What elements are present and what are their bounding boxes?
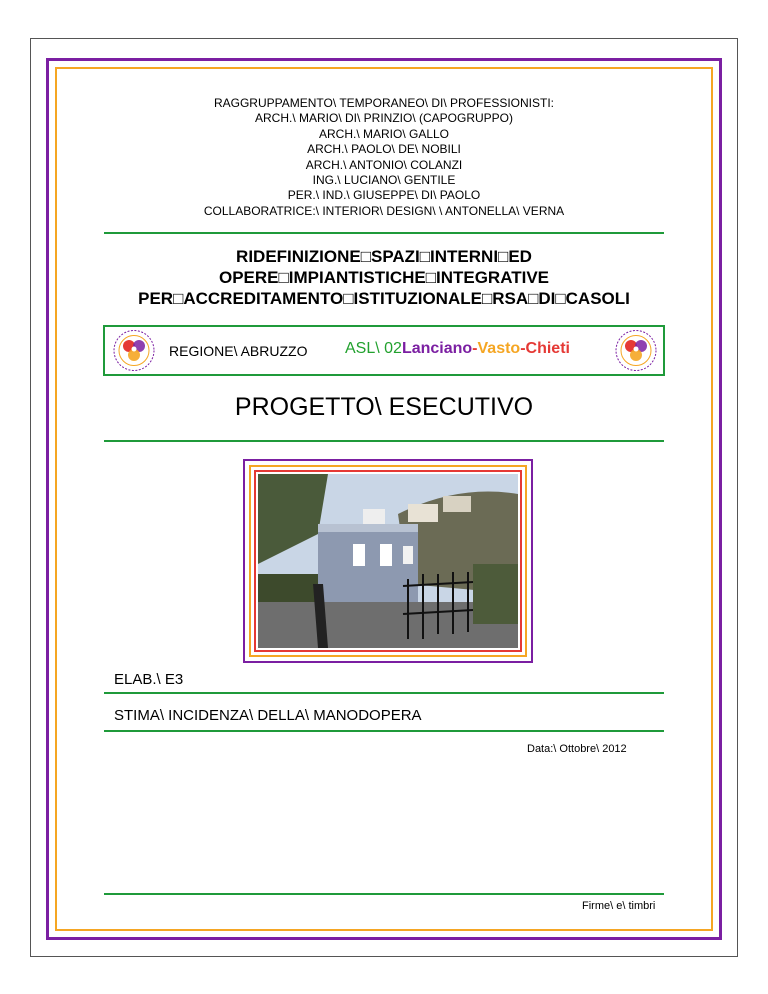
asl-logo-icon [107, 328, 161, 373]
project-title [80, 246, 688, 309]
document-date: Data:\ Ottobre\ 2012 [527, 743, 627, 755]
design-team [100, 96, 668, 219]
building-photo-frame [243, 459, 533, 663]
divider [104, 692, 664, 694]
title-line: RIDEFINIZIONE□SPAZI□INTERNI□ED [236, 247, 532, 266]
building-photo [258, 474, 518, 648]
asl-name [345, 340, 570, 358]
team-line: PER.\ IND.\ GIUSEPPE\ DI\ PAOLO [287, 188, 481, 203]
asl-prefix: ASL\ 02 [345, 340, 402, 357]
asl-dash: - [520, 340, 526, 357]
title-line: PER□ACCREDITAMENTO□ISTITUZIONALE□RSA□DI□CASOLI [138, 289, 630, 308]
divider [104, 440, 664, 442]
asl-city-chieti: Chieti [525, 340, 570, 357]
team-line: ARCH.\ PAOLO\ DE\ NOBILI [307, 142, 461, 157]
region-name: REGIONE\ ABRUZZO [169, 343, 308, 359]
elaborate-code: ELAB.\ E3 [114, 671, 184, 688]
asl-city-vasto: Vasto [477, 340, 521, 357]
team-line: ING.\ LUCIANO\ GENTILE [312, 173, 456, 188]
team-line: ARCH.\ MARIO\ GALLO [318, 126, 450, 141]
document-title: STIMA\ INCIDENZA\ DELLA\ MANODOPERA [114, 707, 422, 724]
team-line: RAGGRUPPAMENTO\ TEMPORANEO\ DI\ PROFESSIONISTI: [213, 96, 555, 110]
signature-label: Firme\ e\ timbri [582, 900, 656, 912]
asl-logo-icon [609, 328, 663, 373]
team-line: ARCH.\ MARIO\ DI\ PRINZIO\ (CAPOGRUPPO) [254, 111, 514, 126]
team-line: ARCH.\ ANTONIO\ COLANZI [305, 157, 463, 172]
region-banner [103, 325, 665, 376]
team-line: COLLABORATRICE:\ INTERIOR\ DESIGN\ \ ANTONELLA\ VERNA [203, 203, 565, 218]
divider [104, 730, 664, 732]
asl-city-lanciano: Lanciano [401, 340, 473, 357]
divider [104, 893, 664, 895]
divider [104, 232, 664, 234]
project-phase: PROGETTO\ ESECUTIVO [234, 393, 534, 421]
asl-dash: - [472, 340, 478, 357]
title-line: OPERE□IMPIANTISTICHE□INTEGRATIVE [218, 268, 550, 287]
